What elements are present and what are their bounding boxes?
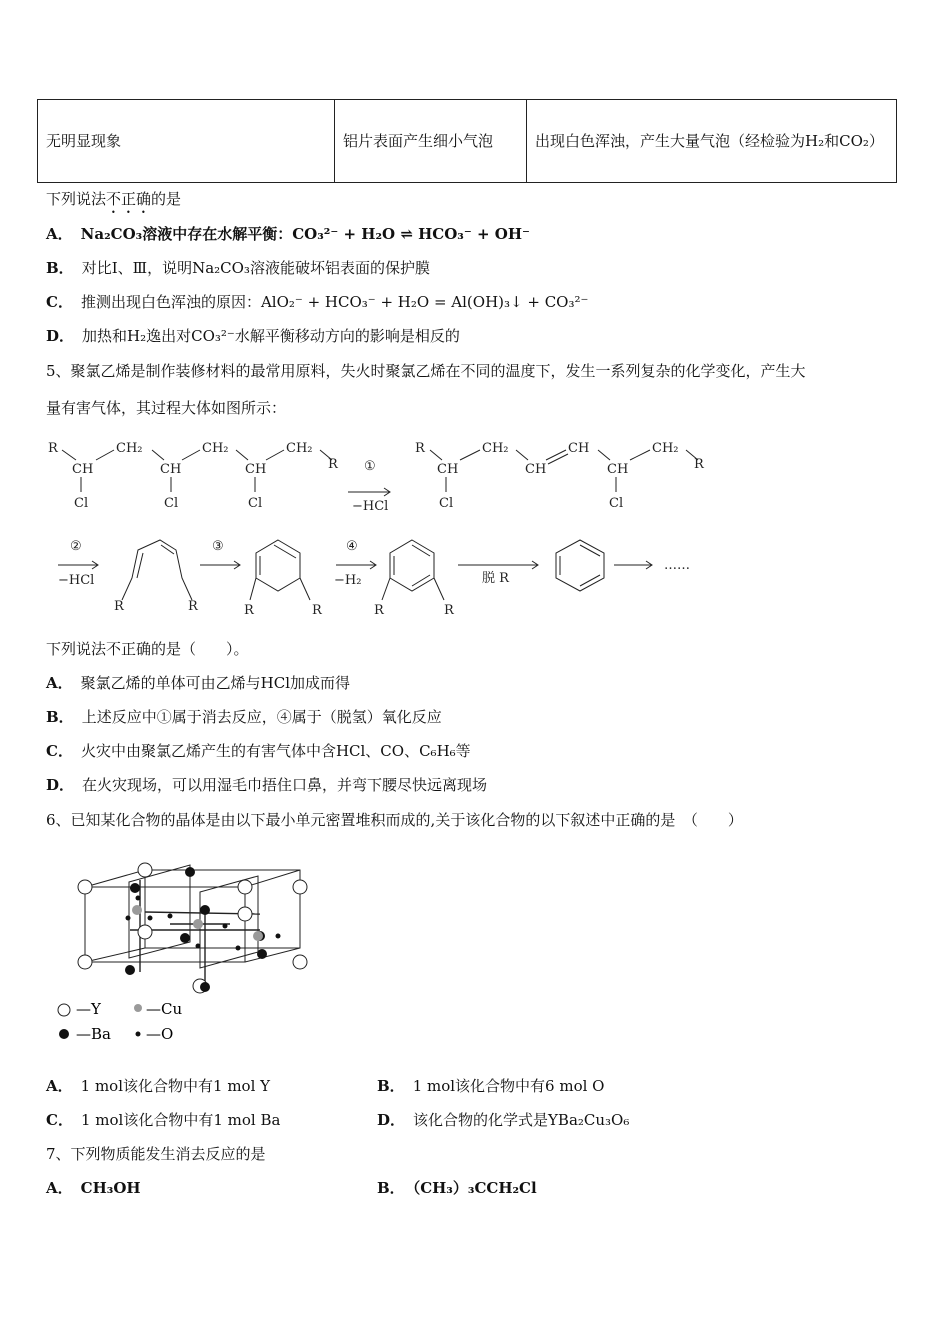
q6-option-c: C． 1 mol该化合物中有1 mol Ba	[46, 1111, 281, 1129]
step2-label: ②	[70, 539, 82, 554]
cl-label: Cl	[164, 496, 179, 511]
step4-label: ④	[346, 539, 358, 554]
ch2-label: CH₂	[482, 441, 509, 456]
cl-label: Cl	[439, 496, 454, 511]
step3-label: ③	[212, 539, 224, 554]
table-row	[38, 100, 897, 183]
q5-option-a: A． 聚氯乙烯的单体可由乙烯与HCl加成而得	[46, 674, 350, 692]
table-cell: 出现白色浑浊，产生大量气泡（经检验为H₂和CO₂）	[527, 100, 897, 183]
r-label: R	[312, 603, 322, 618]
q6-option-d: D． 该化合物的化学式是YBa₂Cu₃O₆	[377, 1111, 630, 1129]
q4-option-a: A． Na₂CO₃溶液中存在水解平衡：CO₃²⁻ + H₂O ⇌ HCO₃⁻ + OH⁻	[46, 225, 530, 243]
q6-stem: 6、已知某化合物的晶体是由以下最小单元密置堆积而成的,关于该化合物的以下叙述中正确的是 （ ）	[46, 811, 743, 829]
r-label: R	[444, 603, 454, 618]
q4-option-d: D． 加热和H₂逸出对CO₃²⁻水解平衡移动方向的影响是相反的	[46, 327, 460, 345]
q5-option-d: D． 在火灾现场，可以用湿毛巾捂住口鼻，并弯下腰尽快远离现场	[46, 776, 488, 794]
step5-label: 脱 R	[482, 571, 509, 586]
r-label: R	[694, 457, 704, 472]
q6-option-b: B． 1 mol该化合物中有6 mol O	[377, 1077, 605, 1095]
ch-label: CH	[72, 462, 94, 477]
q5-option-b: B． 上述反应中①属于消去反应，④属于（脱氢）氧化反应	[46, 708, 442, 726]
legend-ba: —Ba	[76, 1025, 111, 1043]
emphasis-text: 不正确	[106, 190, 152, 208]
table-cell: 无明显现象	[38, 100, 335, 183]
step4-sub: −H₂	[334, 573, 362, 588]
legend-o: —O	[146, 1025, 174, 1043]
legend	[58, 1000, 182, 1043]
step1-sub: −HCl	[352, 499, 389, 514]
cl-label: Cl	[248, 496, 263, 511]
ch-label: CH	[525, 462, 547, 477]
r-label: R	[415, 441, 425, 456]
q6-option-a: A． 1 mol该化合物中有1 mol Y	[46, 1077, 271, 1095]
q7-option-a: A． CH₃OH	[46, 1179, 141, 1197]
observation-table	[37, 99, 897, 183]
r-label: R	[114, 599, 124, 614]
step2-sub: −HCl	[58, 573, 95, 588]
legend-cu: —Cu	[146, 1000, 183, 1018]
r-label: R	[374, 603, 384, 618]
r-label: R	[328, 457, 338, 472]
cl-label: Cl	[74, 496, 89, 511]
q7-option-b: B． （CH₃）₃CCH₂Cl	[377, 1179, 537, 1197]
q4-option-c: C． 推测出现白色浑浊的原因：AlO₂⁻ + HCO₃⁻ + H₂O = Al(OH)₃↓ + CO₃²⁻	[46, 293, 589, 311]
ellipsis: ……	[664, 558, 690, 573]
q5-option-c: C． 火灾中由聚氯乙烯产生的有害气体中含HCl、CO、C₆H₆等	[46, 742, 471, 760]
table-cell: 铝片表面产生细小气泡	[335, 100, 527, 183]
ch2-label: CH₂	[202, 441, 229, 456]
ch2-label: CH₂	[286, 441, 313, 456]
ch-label: CH	[437, 462, 459, 477]
legend-y: —Y	[76, 1000, 101, 1018]
cl-label: Cl	[609, 496, 624, 511]
ch-label: CH	[607, 462, 629, 477]
r-label: R	[244, 603, 254, 618]
step1-label: ①	[364, 459, 376, 474]
r-label: R	[48, 441, 58, 456]
q5-stem-line1: 5、聚氯乙烯是制作装修材料的最常用原料，失火时聚氯乙烯在不同的温度下，发生一系列复杂的化学变化，产生大	[46, 362, 806, 380]
pvc-decomposition-diagram	[40, 432, 720, 627]
ch-label: CH	[568, 441, 590, 456]
ch-label: CH	[160, 462, 182, 477]
q7-stem: 7、下列物质能发生消去反应的是	[46, 1145, 266, 1163]
ch2-label: CH₂	[652, 441, 679, 456]
crystal-cell-diagram	[50, 852, 320, 1052]
q4-option-b: B． 对比Ⅰ、Ⅲ，说明Na₂CO₃溶液能破坏铝表面的保护膜	[46, 259, 430, 277]
r-label: R	[188, 599, 198, 614]
q5-stem-line2: 量有害气体，其过程大体如图所示：	[46, 399, 287, 417]
ch2-label: CH₂	[116, 441, 143, 456]
q4-stem: 下列说法不正确的是	[46, 190, 182, 208]
ch-label: CH	[245, 462, 267, 477]
q5-question: 下列说法不正确的是（ ）。	[46, 640, 249, 658]
